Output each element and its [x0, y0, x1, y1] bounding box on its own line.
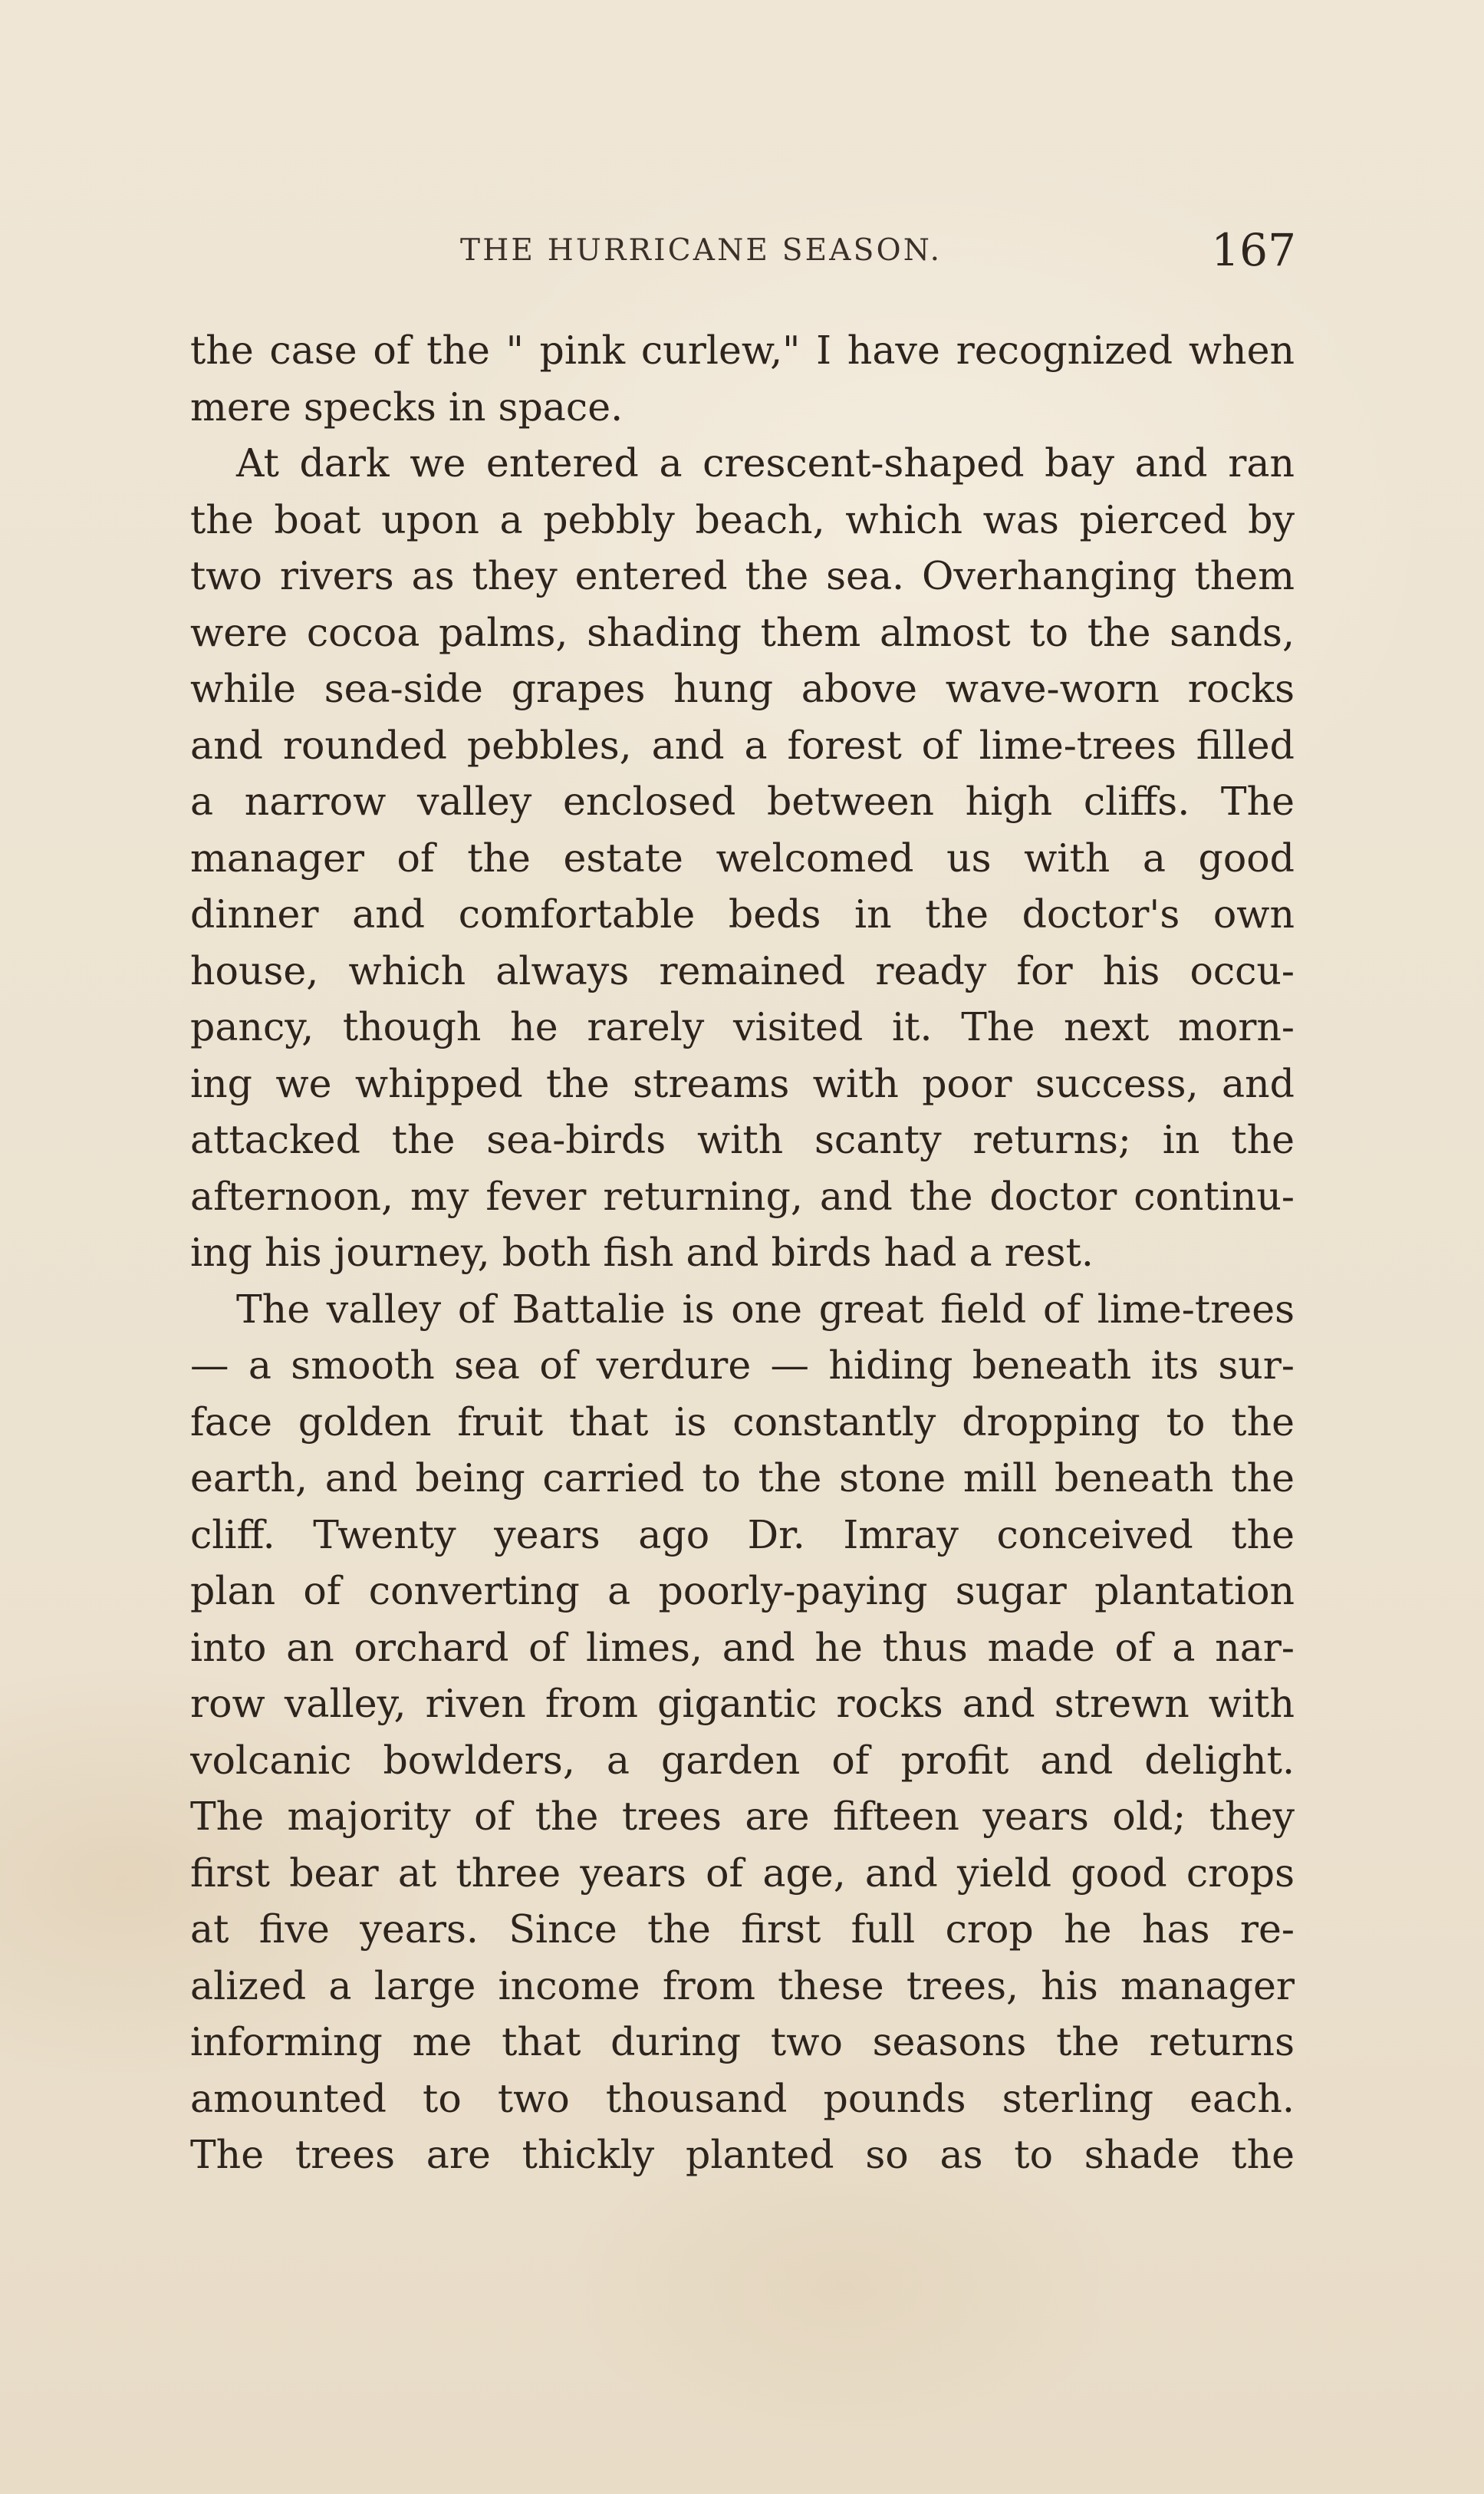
- text-line: attacked the sea-birds with scanty returns; in the: [190, 1117, 1295, 1162]
- text-line: earth, and being carried to the stone mill beneath the: [190, 1455, 1295, 1501]
- text-line: at five years. Since the first full crop he has re-: [190, 1906, 1295, 1952]
- text-line: manager of the estate welcomed us with a good: [190, 835, 1295, 881]
- text-line: were cocoa palms, shading them almost to the sands,: [190, 609, 1295, 655]
- text-line: into an orchard of limes, and he thus made of a nar-: [190, 1624, 1295, 1670]
- running-header: [0, 222, 1484, 284]
- text-line: informing me that during two seasons the returns: [190, 2019, 1295, 2064]
- text-line: while sea-side grapes hung above wave-worn rocks: [190, 666, 1295, 711]
- text-line: the case of the " pink curlew," I have recognized when: [190, 328, 1295, 373]
- text-line: the boat upon a pebbly beach, which was pierced by: [190, 496, 1295, 542]
- text-line: a narrow valley enclosed between high cliffs. The: [190, 779, 1295, 824]
- text-line: first bear at three years of age, and yield good crops: [190, 1850, 1295, 1896]
- text-line: volcanic bowlders, a garden of profit and delight.: [190, 1737, 1295, 1783]
- text-line: cliff. Twenty years ago Dr. Imray conceived the: [190, 1511, 1295, 1557]
- body-text: [190, 322, 1295, 2183]
- text-line: mere specks in space.: [190, 384, 624, 430]
- text-line: house, which always remained ready for his occu-: [190, 947, 1295, 993]
- running-title: THE HURRICANE SEASON.: [460, 233, 943, 268]
- paragraph-start-line: At dark we entered a crescent-shaped bay and ran: [236, 440, 1295, 486]
- text-line: and rounded pebbles, and a forest of lime-trees filled: [190, 722, 1295, 768]
- text-line: The trees are thickly planted so as to shade the: [190, 2132, 1295, 2177]
- page-number: 167: [1211, 224, 1296, 276]
- text-line: face golden fruit that is constantly dropping to the: [190, 1399, 1295, 1445]
- text-line: ing we whipped the streams with poor success, and: [190, 1060, 1295, 1106]
- text-line: amounted to two thousand pounds sterling each.: [190, 2075, 1295, 2121]
- text-line: afternoon, my fever returning, and the doctor continu-: [190, 1173, 1295, 1219]
- paragraph-start-line: The valley of Battalie is one great field of lime-trees: [236, 1286, 1295, 1332]
- text-line: ing his journey, both fish and birds had a rest.: [190, 1230, 1094, 1275]
- text-line: — a smooth sea of verdure — hiding beneath its sur-: [190, 1343, 1295, 1388]
- text-line: row valley, riven from gigantic rocks and strewn with: [190, 1681, 1295, 1726]
- text-line: The majority of the trees are fifteen years old; they: [190, 1794, 1295, 1839]
- text-line: plan of converting a poorly-paying sugar plantation: [190, 1568, 1295, 1613]
- text-line: alized a large income from these trees, his manager: [190, 1962, 1295, 2008]
- text-line: two rivers as they entered the sea. Overhanging them: [190, 553, 1295, 598]
- text-line: pancy, though he rarely visited it. The next morn-: [190, 1004, 1295, 1049]
- text-line: dinner and comfortable beds in the doctor's own: [190, 891, 1295, 937]
